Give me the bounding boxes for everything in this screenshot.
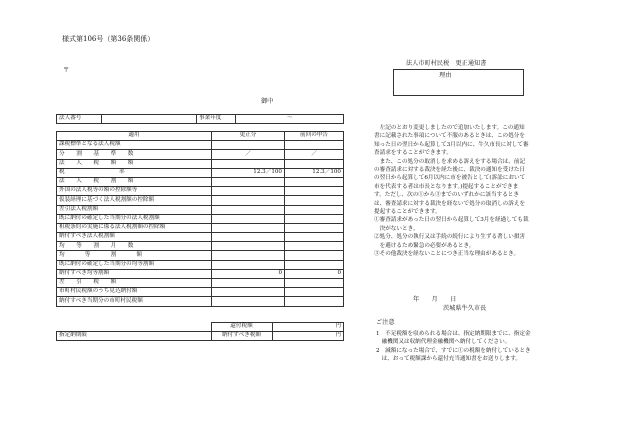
row-corrected-value xyxy=(212,223,285,232)
reason-label: 理由 xyxy=(439,72,452,79)
table-row xyxy=(57,150,344,159)
row-previous-value xyxy=(285,177,344,186)
row-corrected-value: 12.3／100 xyxy=(212,168,285,177)
row-previous-value xyxy=(285,214,344,223)
row-previous-value xyxy=(285,187,344,196)
notes-heading: ご注意 xyxy=(376,319,395,326)
row-previous-value xyxy=(285,141,344,150)
row-corrected-value xyxy=(212,141,285,150)
table-row xyxy=(57,168,344,177)
table-row xyxy=(57,242,344,251)
tax-table-header xyxy=(57,132,344,141)
row-label: 納付すべき法人税割額 xyxy=(57,233,212,242)
row-corrected-value xyxy=(212,187,285,196)
notice-line: ①審査請求があった日の翌日から起算して3月を経過しても裁 xyxy=(374,217,529,224)
row-label: 仮装経理に基づく法人税割額の控除額 xyxy=(57,196,212,205)
col-header-corrected: 更正分 xyxy=(212,132,285,141)
refund-table xyxy=(56,322,344,341)
notice-line: の翌日から起算して6月以内に市を被告として(訴訟において xyxy=(374,175,526,182)
note-line: 1 不足税額を収められる場合は、指定納期限までに、指定金 xyxy=(376,331,531,337)
row-corrected-value xyxy=(212,233,285,242)
row-corrected-value xyxy=(212,279,285,288)
table-row xyxy=(57,159,344,168)
refund-value: 円 xyxy=(272,323,344,332)
table-row xyxy=(57,297,344,306)
tax-table xyxy=(56,131,344,307)
notice-line: 決がないとき。 xyxy=(374,225,419,232)
header-row-table xyxy=(56,114,344,124)
row-label: 課税標準となる法人税額 xyxy=(57,141,212,150)
col-header-previous: 前回の申告 xyxy=(285,132,344,141)
notice-line: 知った日の翌日から起算して3月以内に、牛久市長に対して審 xyxy=(374,141,529,148)
notice-body xyxy=(374,124,529,259)
payable-label: 納付すべき税額 xyxy=(211,332,272,341)
fiscal-year-range: ～ xyxy=(236,115,344,124)
row-corrected-value xyxy=(212,260,285,269)
row-label: 既に納付の確定した当期分の均等割額 xyxy=(57,260,212,269)
table-row xyxy=(57,196,344,205)
row-previous-value xyxy=(285,205,344,214)
notice-line: ③その他裁決を経ないことにつき正当な理由があるとき。 xyxy=(374,251,520,258)
row-label: 均 等 割 月 数 xyxy=(57,242,212,251)
row-label: 差引法人税割額 xyxy=(57,205,212,214)
row-label: 市町村民税額のうち見込納付額 xyxy=(57,288,212,297)
row-corrected-value xyxy=(212,205,285,214)
notice-line: 提起することができます。 xyxy=(374,209,441,216)
row-previous-value xyxy=(285,242,344,251)
row-label: 税 率 xyxy=(57,168,212,177)
corp-number-label: 法人番号 xyxy=(57,115,102,124)
refund-label: 還付税額 xyxy=(211,323,272,332)
row-label: 租税条約の実施に係る法人税割額の控除額 xyxy=(57,223,212,232)
form-number: 様式第106号（第36条関係） xyxy=(62,35,155,43)
deadline-label: 指定納期限 xyxy=(57,332,212,341)
row-previous-value xyxy=(285,279,344,288)
row-previous-value xyxy=(285,297,344,306)
notice-line: また、この処分の取消しを求める訴えをする場合は、前記 xyxy=(374,158,526,165)
table-row xyxy=(57,205,344,214)
row-label: 分 割 基 準 数 xyxy=(57,150,212,159)
table-row xyxy=(57,288,344,297)
row-previous-value xyxy=(285,196,344,205)
notice-line: 左記のとおり変更しましたので追加いたします。この通知 xyxy=(374,125,525,131)
note-line: 2 減額になった場合で、すでに①の税額を納付しているとき xyxy=(376,347,531,354)
table-row xyxy=(57,260,344,269)
postal-mark: 〒 xyxy=(63,67,70,74)
issuer: 茨城県牛久市長 xyxy=(443,305,487,312)
payable-value: 円 xyxy=(272,332,344,341)
notice-line: は、審査請求に対する裁決を経ないで処分の取消しの訴えを xyxy=(374,200,526,207)
notice-title: 法人市町村民税 更正通知書 xyxy=(406,60,487,67)
row-previous-value xyxy=(285,233,344,242)
row-label: 法 人 税 額 額 xyxy=(57,159,212,168)
corp-number-value xyxy=(102,115,197,124)
table-row xyxy=(57,214,344,223)
row-previous-value xyxy=(285,223,344,232)
note-line: は、おって税額課から還付充当通知書をお送りします。 xyxy=(376,356,521,363)
row-label: 既に納付の確定した当期分の法人税割額 xyxy=(57,214,212,223)
row-previous-value xyxy=(285,288,344,297)
row-corrected-value xyxy=(212,242,285,251)
notice-line: 書に記載された事項について不服のあるときは、この処分を xyxy=(374,133,525,140)
notice-line: す。ただし、次の①から③までのいずれかに該当するとき xyxy=(374,192,519,199)
row-label: 差 引 税 額 xyxy=(57,279,212,288)
row-label: 外国の法人税等の額の控除額等 xyxy=(57,187,212,196)
table-row xyxy=(57,269,344,278)
table-row xyxy=(57,223,344,232)
notice-line: を避けるため緊急の必要があるとき。 xyxy=(374,242,475,249)
reason-box xyxy=(393,69,524,96)
fiscal-year-label: 事業年度 xyxy=(197,115,236,124)
row-previous-value xyxy=(285,159,344,168)
col-header-item: 適用 xyxy=(57,132,212,141)
date-line: 年 月 日 xyxy=(413,296,457,303)
row-previous-value xyxy=(285,251,344,260)
notice-line: ②処分、処分の執行又は手続の続行により生ずる著しい損害 xyxy=(374,234,526,241)
row-label: 納付すべき均等割額 xyxy=(57,269,212,278)
row-corrected-value xyxy=(212,251,285,260)
table-row xyxy=(57,279,344,288)
table-row xyxy=(57,141,344,150)
row-previous-value xyxy=(285,260,344,269)
row-previous-value: 12.3／100 xyxy=(285,168,344,177)
row-corrected-value: 0 xyxy=(212,269,285,278)
row-label: 納付すべき当期分の市町村民税額 xyxy=(57,297,212,306)
notice-line: 市を代表する者は市長となります。)提起することができま xyxy=(374,183,519,190)
row-label: 法 人 税 割 額 xyxy=(57,177,212,186)
row-corrected-value xyxy=(212,214,285,223)
notice-line: 査請求をすることができます。 xyxy=(374,150,452,157)
table-row xyxy=(57,233,344,242)
row-label: 均 等 割 額 xyxy=(57,251,212,260)
table-row xyxy=(57,251,344,260)
notes-list xyxy=(376,330,531,364)
attention-label: 御中 xyxy=(261,98,274,105)
row-corrected-value xyxy=(212,288,285,297)
notice-line: の審査請求に対する裁決を経た後に、裁決の通知を受けた日 xyxy=(374,167,526,174)
row-previous-value: 0 xyxy=(285,269,344,278)
row-corrected-value: ／ xyxy=(212,150,285,159)
row-corrected-value xyxy=(212,297,285,306)
row-corrected-value xyxy=(212,196,285,205)
table-row xyxy=(57,177,344,186)
note-line: 融機関又は収納代理金融機関へ納付してください。 xyxy=(376,339,511,346)
row-previous-value: ／ xyxy=(285,150,344,159)
table-row xyxy=(57,187,344,196)
row-corrected-value xyxy=(212,159,285,168)
row-corrected-value xyxy=(212,177,285,186)
